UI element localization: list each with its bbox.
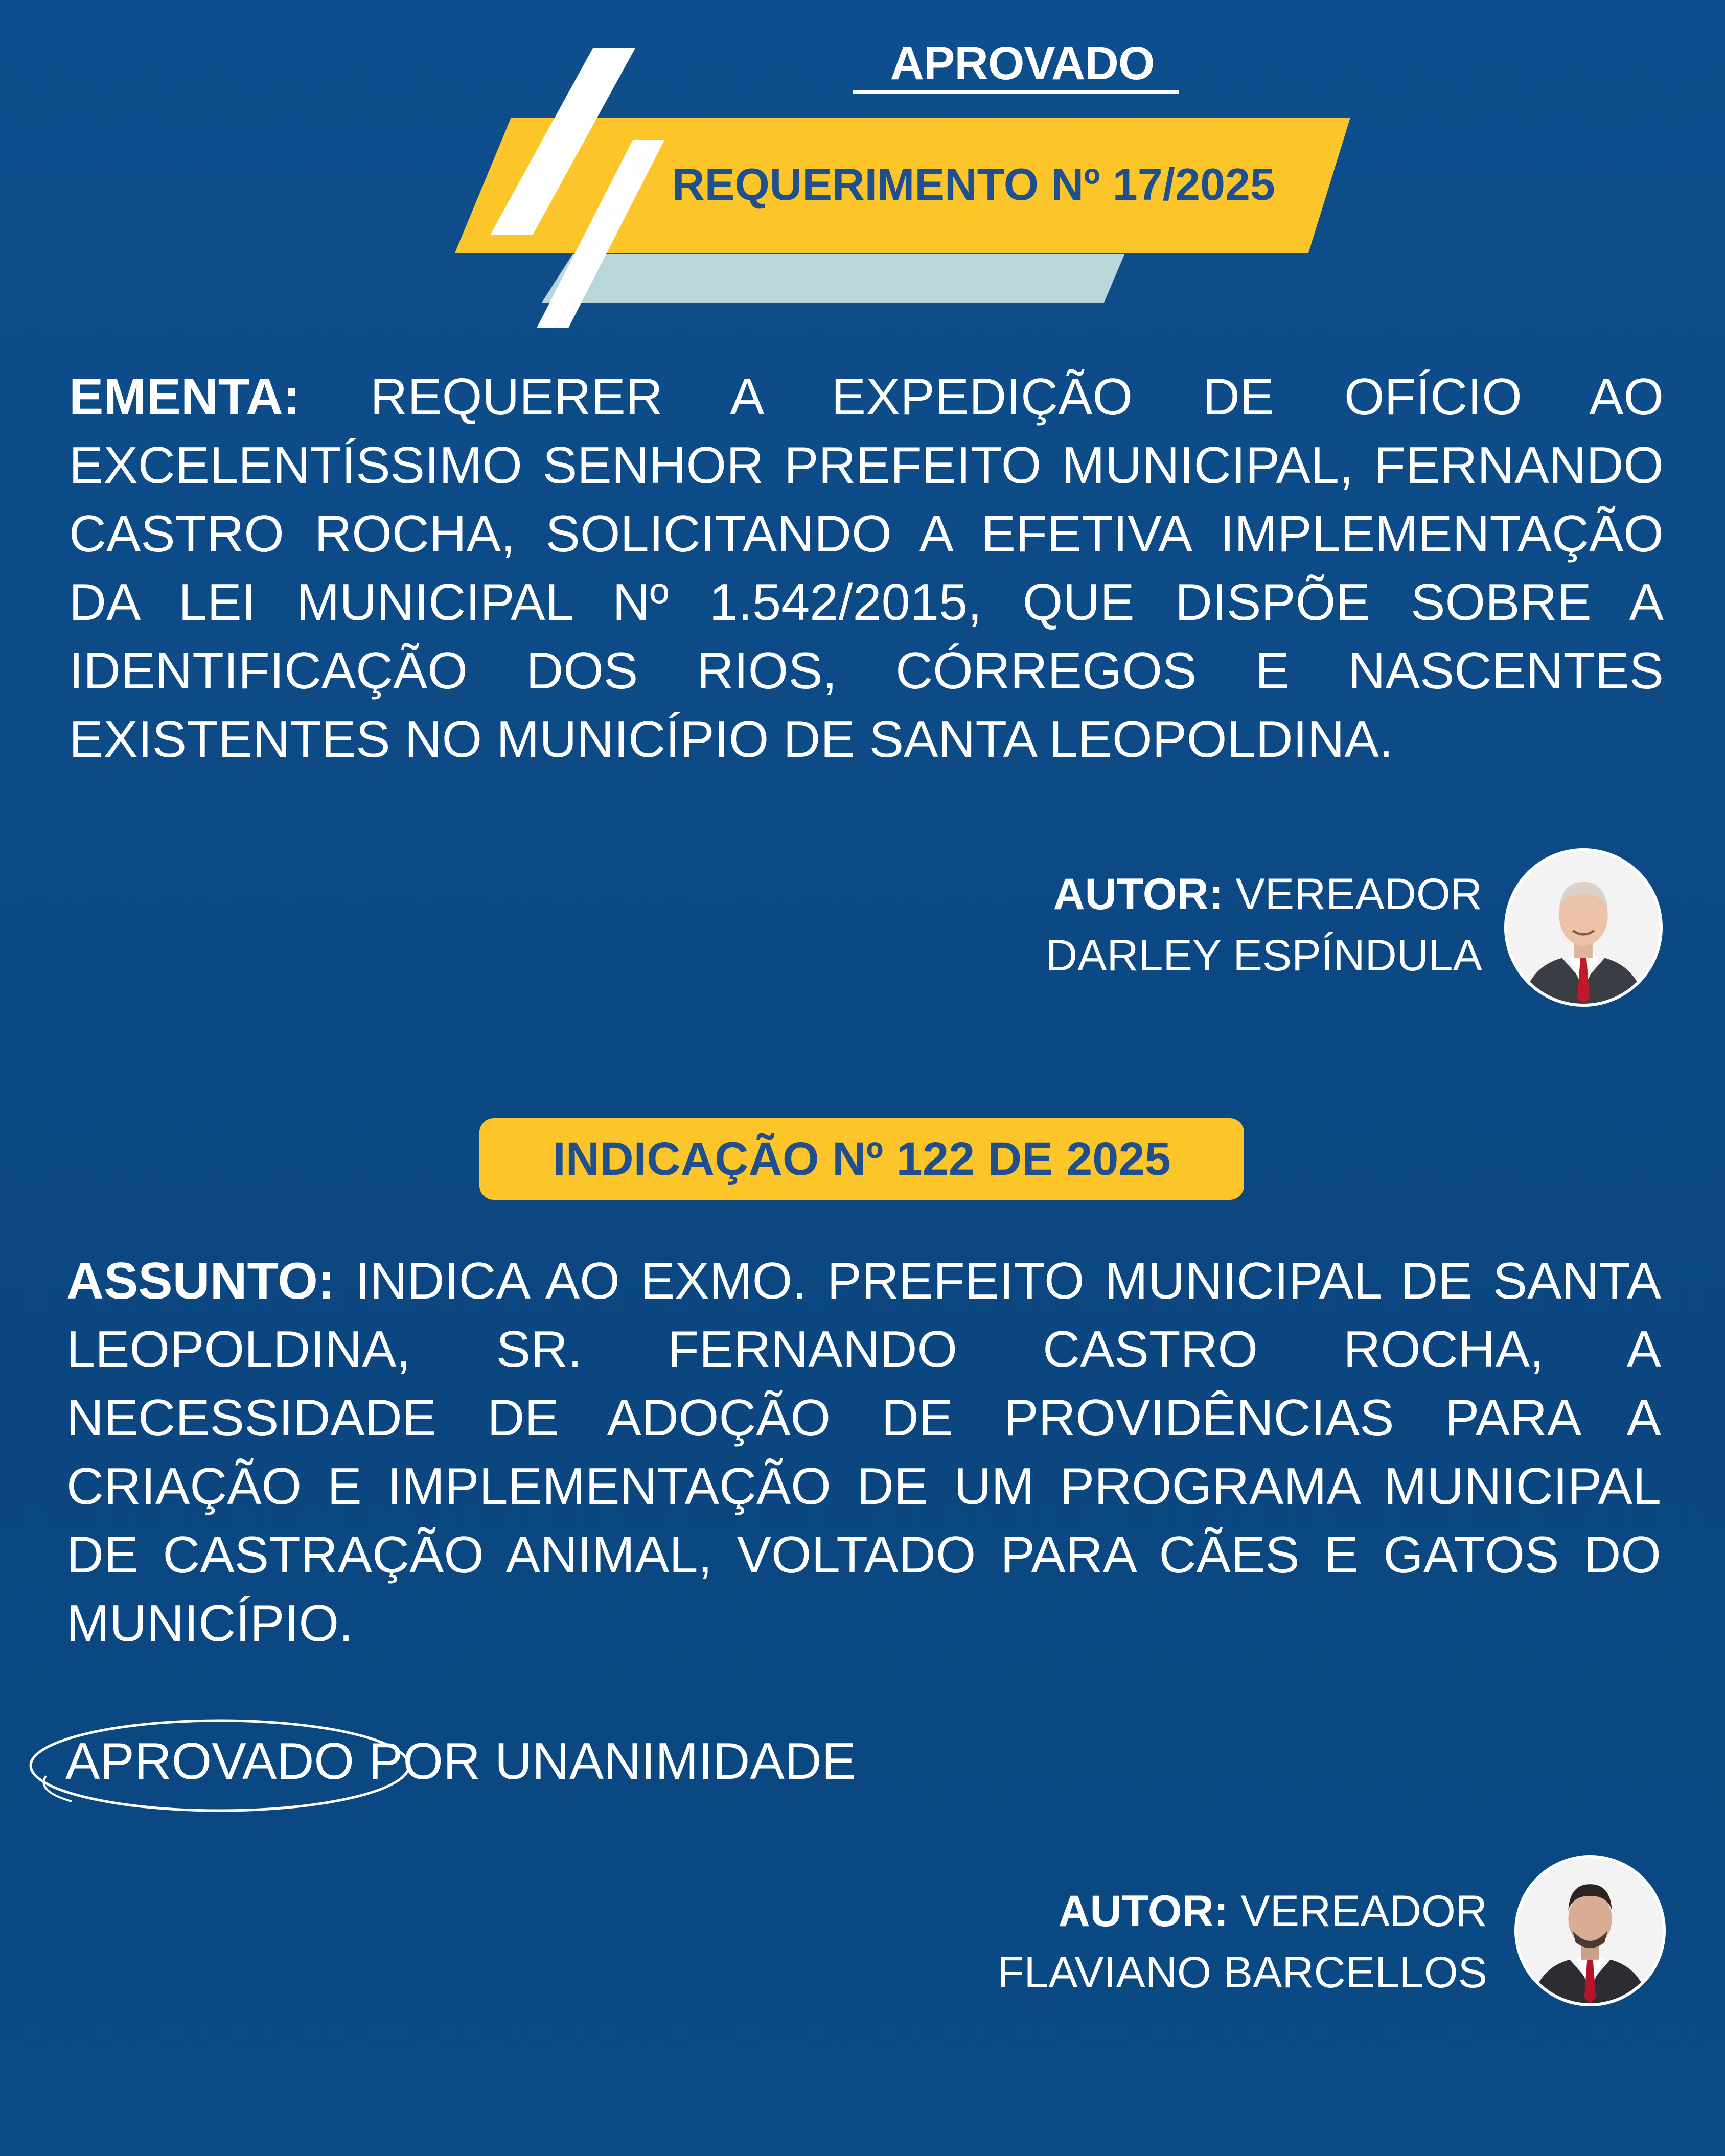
approved-status-label: APROVADO [890,37,1155,89]
banner-light-band [542,254,1124,303]
assunto-paragraph [66,1247,1661,1658]
avatar-darley-espindula [1504,848,1663,1007]
author-label: AUTOR: [1058,1887,1229,1936]
indication-badge [479,1118,1244,1200]
author-block-requerimento [818,864,1482,986]
avatar-flaviano-barcellos [1514,1855,1666,2006]
author-line-1 [818,864,1482,925]
assunto-text: INDICA AO EXMO. PREFEITO MUNICIPAL DE SANTA LEOPOLDINA, SR. FERNANDO CASTRO ROCHA, A NECESSIDADE DE ADOÇÃO DE PROVIDÊNCIAS PARA A CRIAÇÃO E IMPLEMENTAÇÃO DE UM PROGRAMA MUNICIPAL DE CASTRAÇÃO ANIMAL, VOLTADO PARA CÃES E GATOS DO MUNICÍPIO. [66,1253,1661,1652]
result-approved: APROVADO [65,1733,354,1790]
portrait-icon [1507,851,1660,1004]
author-role: VEREADOR [1240,1887,1487,1936]
portrait-icon [1517,1858,1663,2003]
result-line [65,1732,856,1791]
author-name: DARLEY ESPÍNDULA [1046,931,1482,980]
author-line-1 [818,1881,1487,1942]
author-block-indicacao [818,1881,1487,2003]
assunto-label: ASSUNTO: [66,1253,335,1310]
author-label: AUTOR: [1053,870,1224,919]
ementa-text: REQUERER A EXPEDIÇÃO DE OFÍCIO AO EXCELENTÍSSIMO SENHOR PREFEITO MUNICIPAL, FERNANDO CASTRO ROCHA, SOLICITANDO A EFETIVA IMPLEMENTAÇÃO DA LEI MUNICIPAL Nº 1.542/2015, QUE DISPÕE SOBRE A IDENTIFICAÇÃO DOS RIOS, CÓRREGOS E NASCENTES EXISTENTES NO MUNICÍPIO DE SANTA LEOPOLDINA. [69,368,1664,768]
author-role: VEREADOR [1235,870,1482,919]
author-name: FLAVIANO BARCELLOS [997,1948,1487,1997]
indication-title: INDICAÇÃO Nº 122 DE 2025 [553,1132,1171,1185]
result-unanimous: POR UNANIMIDADE [369,1733,857,1790]
ementa-label: EMENTA: [69,368,301,426]
requirement-title: REQUERIMENTO Nº 17/2025 [672,159,1275,210]
ementa-paragraph [69,363,1664,774]
